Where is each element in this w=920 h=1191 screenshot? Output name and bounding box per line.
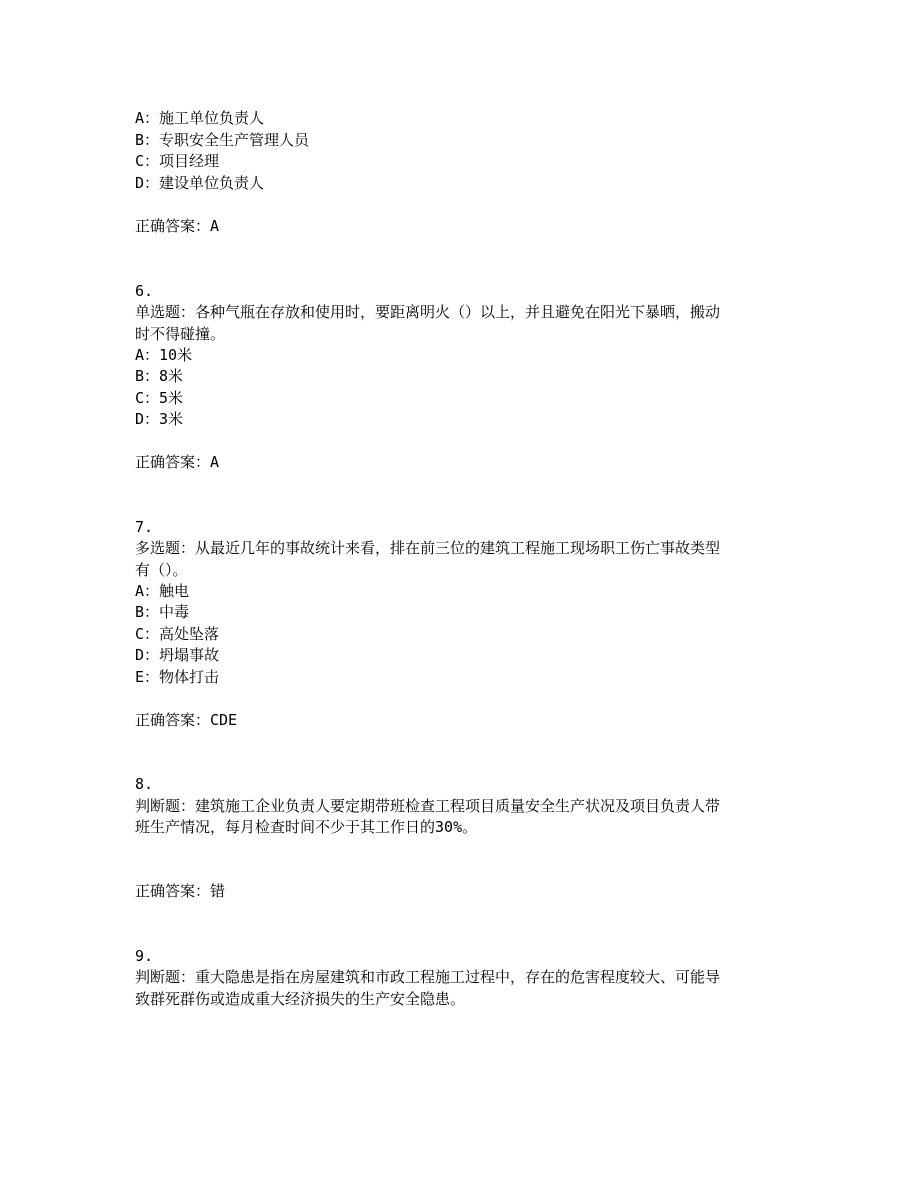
q9-number: 9. (135, 947, 154, 965)
q6-number: 6. (135, 282, 154, 300)
q9-question-line-2: 致群死群伤或造成重大经济损失的生产安全隐患。 (135, 990, 466, 1008)
q6-option-b: B：8米 (135, 367, 184, 385)
q5-option-d: D：建设单位负责人 (135, 174, 265, 192)
q7-option-d: D：坍塌事故 (135, 646, 220, 664)
q9-question-line-1: 判断题：重大隐患是指在房屋建筑和市政工程施工过程中，存在的危害程度较大、可能导 (135, 968, 721, 986)
q8-question-line-2: 班生产情况，每月检查时间不少于其工作日的30%。 (135, 818, 478, 836)
q6-question-line-2: 时不得碰撞。 (135, 325, 226, 343)
q8-number: 8. (135, 775, 154, 793)
q8-answer: 正确答案：错 (135, 882, 226, 900)
q5-option-a: A：施工单位负责人 (135, 109, 265, 127)
q5-answer: 正确答案：A (135, 217, 220, 235)
q7-option-c: C：高处坠落 (135, 625, 220, 643)
q5-option-b: B：专职安全生产管理人员 (135, 131, 310, 149)
q6-option-c: C：5米 (135, 389, 184, 407)
q7-option-a: A：触电 (135, 582, 190, 600)
q7-option-e: E：物体打击 (135, 668, 220, 686)
q6-question-line-1: 单选题：各种气瓶在存放和使用时，要距离明火（）以上，并且避免在阳光下暴晒，搬动 (135, 303, 721, 321)
q6-option-a: A：10米 (135, 346, 193, 364)
q6-answer: 正确答案：A (135, 453, 220, 471)
q7-question-line-2: 有（）。 (135, 561, 188, 579)
q7-number: 7. (135, 518, 154, 536)
q7-question-line-1: 多选题：从最近几年的事故统计来看，排在前三位的建筑工程施工现场职工伤亡事故类型 (135, 539, 721, 557)
q6-option-d: D：3米 (135, 410, 184, 428)
q5-option-c: C：项目经理 (135, 152, 220, 170)
q8-question-line-1: 判断题：建筑施工企业负责人要定期带班检查工程项目质量安全生产状况及项目负责人带 (135, 797, 721, 815)
q7-option-b: B：中毒 (135, 603, 190, 621)
q7-answer: 正确答案：CDE (135, 711, 238, 729)
